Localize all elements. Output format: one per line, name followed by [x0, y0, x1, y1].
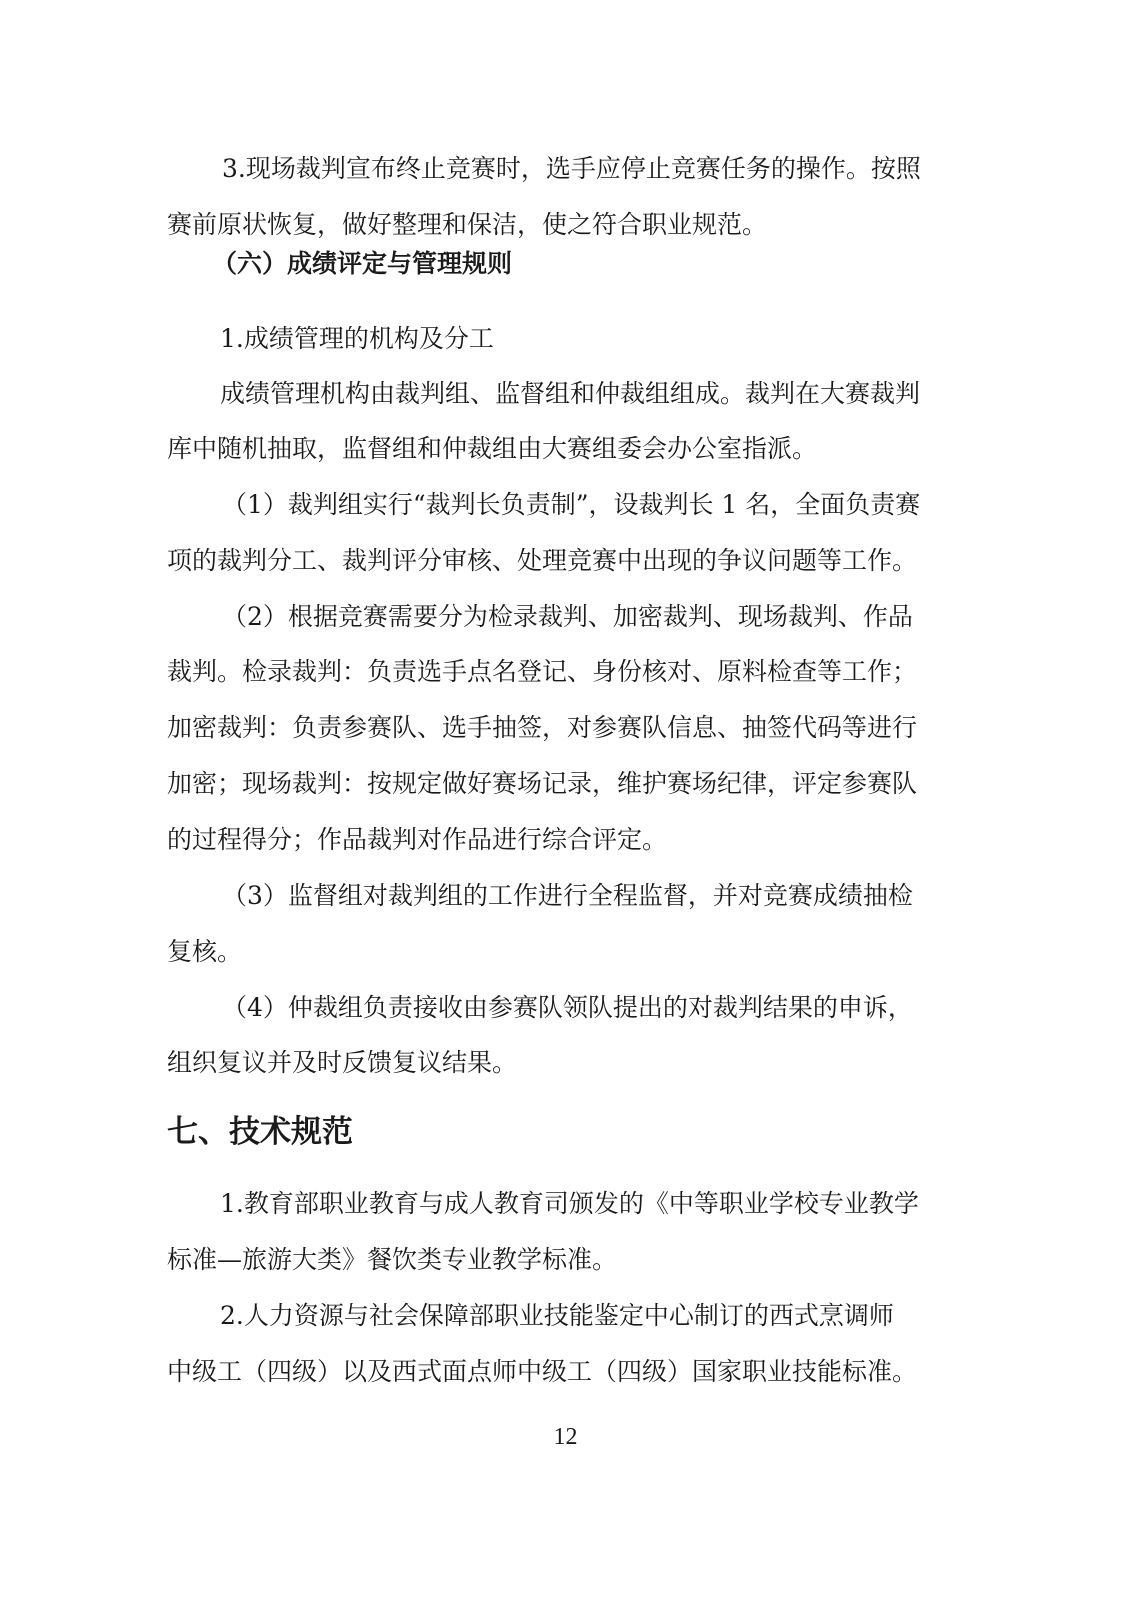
paragraph-line: 裁判。检录裁判：负责选手点名登记、身份核对、原料检查等工作；: [167, 657, 918, 686]
paragraph-line: （2）根据竞赛需要分为检录裁判、加密裁判、现场裁判、作品: [222, 602, 913, 631]
paragraph-line: 组织复议并及时反馈复议结果。: [167, 1048, 518, 1077]
paragraph-line: 3.现场裁判宣布终止竞赛时，选手应停止竞赛任务的操作。按照: [222, 154, 921, 183]
page-number: 12: [553, 1424, 578, 1450]
paragraph-line: 1.教育部职业教育与成人教育司颁发的《中等职业学校专业教学: [220, 1189, 919, 1218]
paragraph-line: 加密裁判：负责参赛队、选手抽签，对参赛队信息、抽签代码等进行: [167, 713, 918, 742]
section-heading: （六）成绩评定与管理规则: [212, 249, 513, 278]
paragraph-line: 成绩管理机构由裁判组、监督组和仲裁组组成。裁判在大赛裁判: [220, 379, 921, 408]
paragraph-line: （1）裁判组实行“裁判长负责制”，设裁判长 1 名，全面负责赛: [222, 490, 921, 519]
paragraph-line: 库中随机抽取，监督组和仲裁组由大赛组委会办公室指派。: [167, 434, 818, 463]
paragraph-line: 加密；现场裁判：按规定做好赛场记录，维护赛场纪律，评定参赛队: [167, 769, 918, 798]
paragraph-line: （3）监督组对裁判组的工作进行全程监督，并对竞赛成绩抽检: [222, 881, 913, 910]
paragraph-line: 复核。: [167, 937, 243, 966]
paragraph-line: 中级工（四级）以及西式面点师中级工（四级）国家职业技能标准。: [167, 1357, 918, 1386]
chapter-heading: 七、技术规范: [167, 1114, 353, 1150]
paragraph-line: 2.人力资源与社会保障部职业技能鉴定中心制订的西式烹调师: [220, 1301, 894, 1330]
paragraph-line: 标准—旅游大类》餐饮类专业教学标准。: [167, 1245, 618, 1274]
paragraph-line: （4）仲裁组负责接收由参赛队领队提出的对裁判结果的申诉，: [222, 993, 913, 1022]
paragraph-line: 赛前原状恢复，做好整理和保洁，使之符合职业规范。: [167, 210, 768, 239]
paragraph-line: 项的裁判分工、裁判评分审核、处理竞赛中出现的争议问题等工作。: [167, 546, 918, 575]
paragraph-line: 1.成绩管理的机构及分工: [220, 324, 494, 353]
paragraph-line: 的过程得分；作品裁判对作品进行综合评定。: [167, 825, 668, 854]
